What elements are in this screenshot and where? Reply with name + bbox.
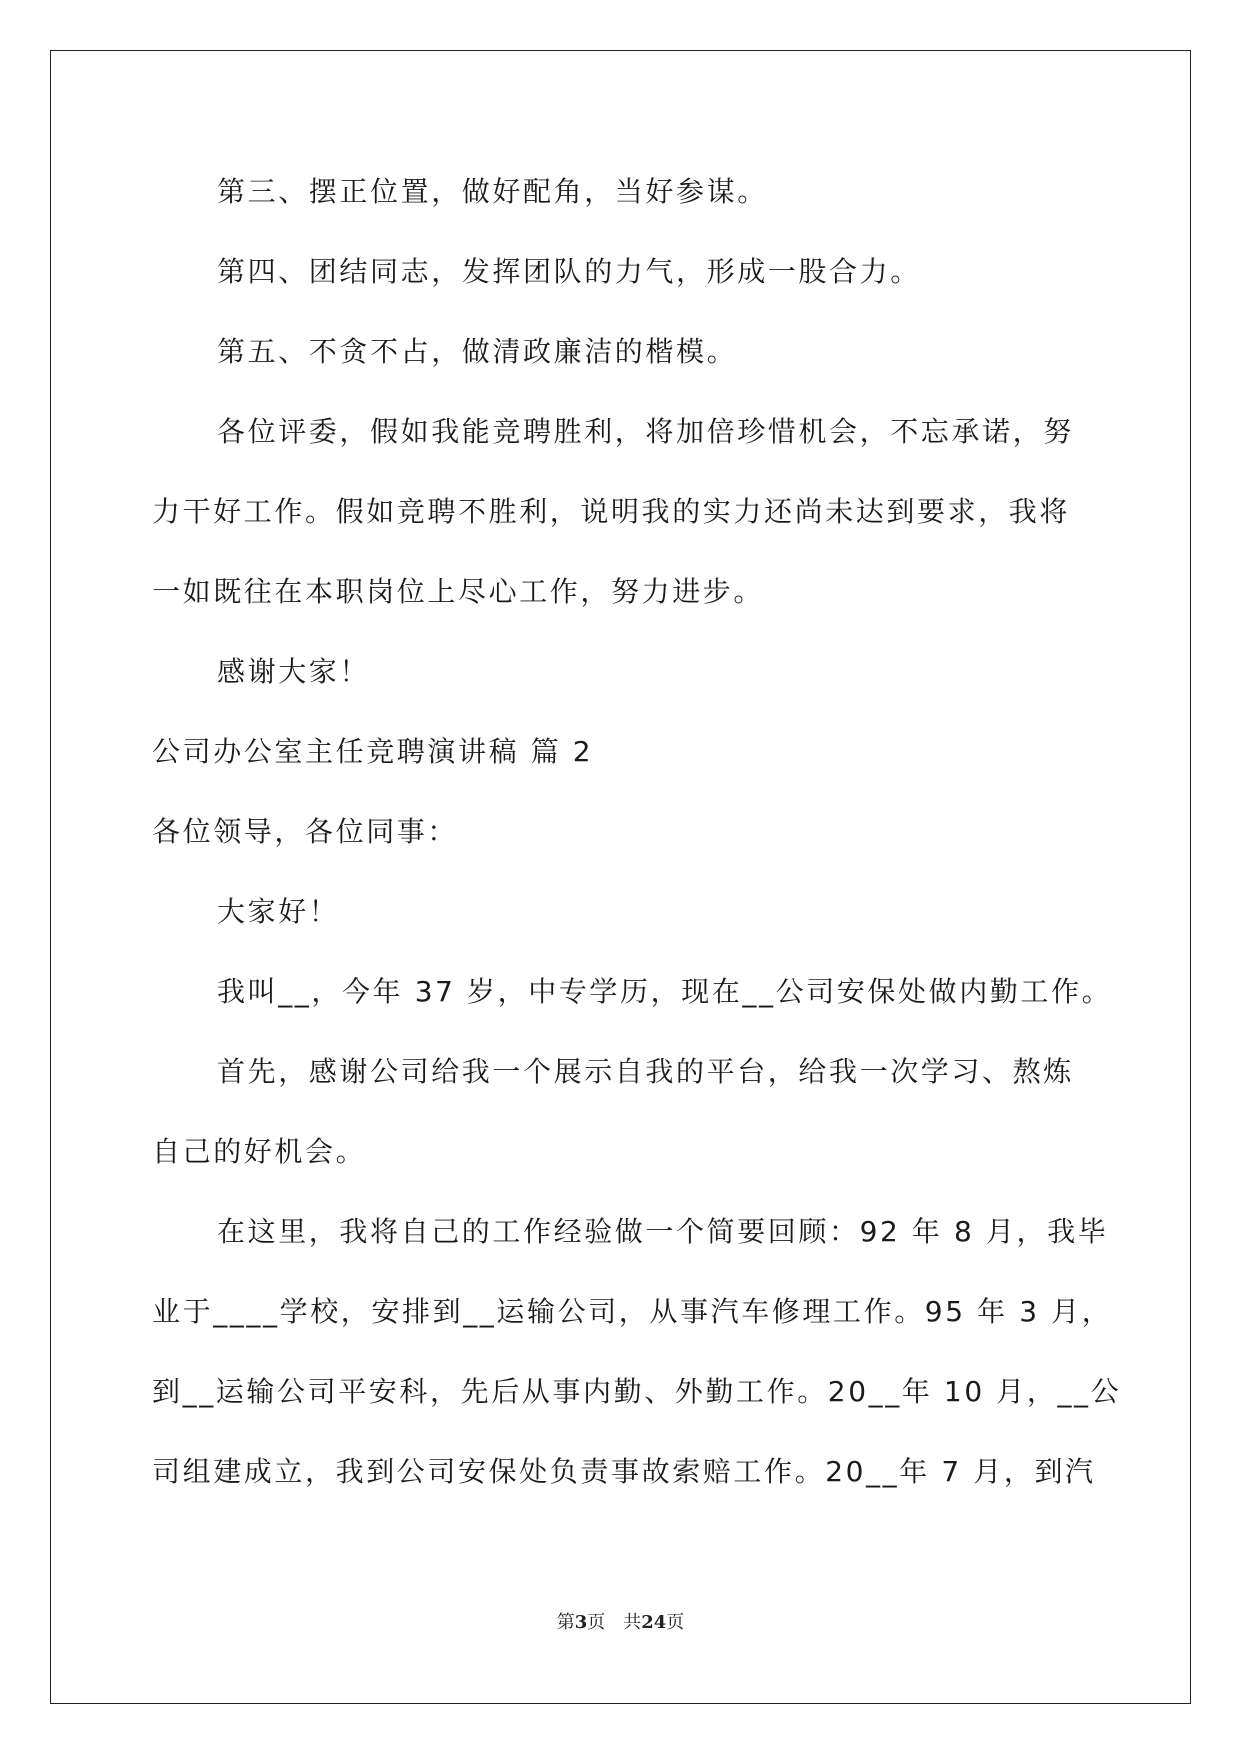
salutation: 各位领导，各位同事： — [152, 815, 459, 848]
paragraph-line: 第四、团结同志，发挥团队的力气，形成一股合力。 — [217, 255, 921, 288]
footer-prefix: 第 — [556, 1612, 575, 1633]
paragraph-line: 司组建成立，我到公司安保处负责事故索赔工作。20__年 7 月，到汽 — [152, 1455, 1096, 1488]
paragraph-line: 一如既往在本职岗位上尽心工作，努力进步。 — [152, 575, 765, 608]
footer-page-current: 3 — [574, 1612, 588, 1633]
footer-mid: 页 共 — [587, 1612, 642, 1633]
footer-page-total: 24 — [641, 1612, 667, 1633]
paragraph-line: 到__运输公司平安科，先后从事内勤、外勤工作。20__年 10 月，__公 — [152, 1375, 1122, 1408]
paragraph-line: 我叫__，今年 37 岁，中专学历，现在__公司安保处做内勤工作。 — [217, 975, 1113, 1008]
paragraph-line: 各位评委，假如我能竞聘胜利，将加倍珍惜机会，不忘承诺，努 — [217, 415, 1074, 448]
section-heading: 公司办公室主任竞聘演讲稿 篇 2 — [152, 735, 594, 768]
paragraph-line: 第五、不贪不占，做清政廉洁的楷模。 — [217, 335, 738, 368]
paragraph-line: 感谢大家！ — [217, 655, 371, 688]
paragraph-line: 业于____学校，安排到__运输公司，从事汽车修理工作。95 年 3 月， — [152, 1295, 1113, 1328]
paragraph-line: 在这里，我将自己的工作经验做一个简要回顾：92 年 8 月，我毕 — [217, 1215, 1109, 1248]
paragraph-line: 力干好工作。假如竞聘不胜利，说明我的实力还尚未达到要求，我将 — [152, 495, 1071, 528]
greeting: 大家好！ — [217, 895, 340, 928]
paragraph-line: 首先，感谢公司给我一个展示自我的平台，给我一次学习、熬炼 — [217, 1055, 1074, 1088]
paragraph-line: 自己的好机会。 — [152, 1135, 367, 1168]
paragraph-line: 第三、摆正位置，做好配角，当好参谋。 — [217, 175, 768, 208]
page-footer — [0, 1608, 1241, 1634]
footer-suffix: 页 — [666, 1612, 685, 1633]
